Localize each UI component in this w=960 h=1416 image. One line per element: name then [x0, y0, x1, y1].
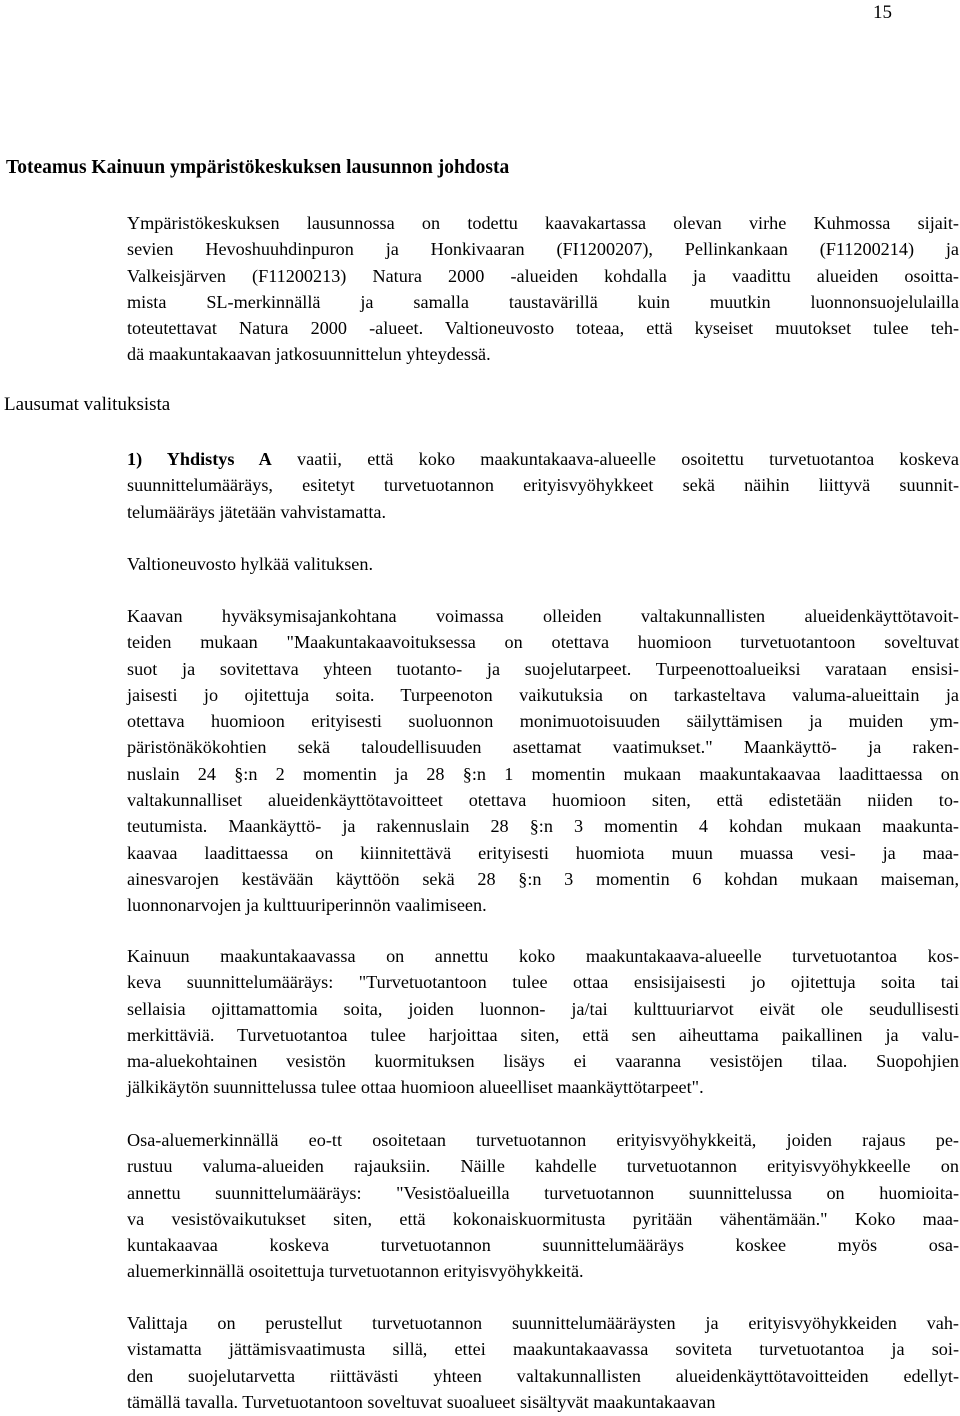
text-line: Valkeisjärven (F11200213) Natura 2000 -alueiden kohdalla ja vaadittu alueiden osoitta-: [127, 265, 959, 286]
text-line: telumääräys jätetään vahvistamatta.: [127, 501, 387, 522]
text-line: valtakunnalliset alueidenkäyttötavoitteet otettava huomioon siten, että edistetään niiden to-: [127, 790, 959, 811]
paragraph-2: [127, 446, 959, 525]
text-line: otettava huomioon erityisesti suoluonnon monimuotoisuuden säilyttämisen ja muiden ym-: [127, 711, 959, 732]
text-line: [127, 446, 959, 472]
text-line: va vesistövaikutukset siten, että kokonaiskuormitusta pyritään vähentämään." Koko maa-: [127, 1208, 959, 1229]
text-line: Valtioneuvosto hylkää valituksen.: [127, 554, 373, 574]
paragraph-7: [127, 1310, 959, 1415]
text-line: jaisesti jo ojitettuja soita. Turpeenoton vaikutuksia on tarkasteltava valuma-alueittain ja: [127, 684, 959, 705]
text-line: teiden mukaan "Maakuntakaavoituksessa on otettava huomioon turvetuotantoon soveltuvat: [127, 632, 959, 653]
text-line: den suojelutarvetta riittävästi yhteen valtakunnallisten alueidenkäyttötavoitteiden edellyt-: [127, 1365, 959, 1386]
bold-prefix: 1) Yhdistys A: [127, 449, 272, 469]
text-line: teutumista. Maankäyttö- ja rakennuslain 28 §:n 3 momentin 4 kohdan mukaan maakunta-: [127, 816, 959, 837]
side-label: Lausumat valituksista: [4, 394, 171, 415]
text-line: päristönäkökohtien sekä taloudellisuuden asettamat vaatimukset." Maankäyttö- ja raken-: [127, 737, 959, 758]
paragraph-6: [127, 1127, 959, 1285]
text-line: rustuu valuma-alueiden rajauksiin. Näille kahdelle turvetuotannon erityisvyöhykkeelle on: [127, 1156, 959, 1177]
text-line: sevien Hevoshuuhdinpuron ja Honkivaaran (FI1200207), Pellinkankaan (F11200214) ja: [127, 239, 959, 260]
text-line: vistamatta jättämisvaatimusta sillä, ettei maakuntakaavassa soviteta turvetuotantoa ja soi-: [127, 1339, 959, 1360]
text-line: Osa-aluemerkinnällä eo-tt osoitetaan turvetuotannon erityisvyöhykkeitä, joiden rajaus pe-: [127, 1130, 959, 1150]
text-line: merkittäviä. Turvetuotantoa tulee harjoittaa siten, että sen aiheuttama paikallinen ja valu-: [127, 1024, 959, 1045]
text-line: dä maakuntakaavan jatkosuunnittelun yhteydessä.: [127, 344, 491, 365]
text-line: keva suunnittelumääräys: "Turvetuotantoon tulee ottaa ensisijaisesti jo ojitettuja soita tai: [127, 972, 959, 993]
text-line: Ympäristökeskuksen lausunnossa on todettu kaavakartassa olevan virhe Kuhmossa sijait-: [127, 213, 959, 233]
text-line: kaavaa laadittaessa on kiinnitettävä erityisesti huomiota muun muassa vesi- ja maa-: [127, 842, 959, 863]
paragraph-5: [127, 943, 959, 1101]
text-line: sellaisia ojittamattomia soita, joiden luonnon- ja/tai kulttuuriarvot eivät ole seudullisesti: [127, 998, 959, 1019]
text-fragment: vaatii, että koko maakuntakaava-alueelle osoitettu turvetuotantoa koskeva: [271, 449, 959, 469]
text-line: Valittaja on perustellut turvetuotannon suunnittelumääräysten ja erityisvyöhykkeiden vah-: [127, 1313, 959, 1333]
paragraph-4: [127, 603, 959, 919]
text-line: Kaavan hyväksymisajankohtana voimassa olleiden valtakunnallisten alueidenkäyttötavoit-: [127, 606, 959, 626]
page-number: 15: [873, 2, 892, 23]
section-heading: Toteamus Kainuun ympäristökeskuksen lausunnon johdosta: [6, 157, 510, 178]
text-line: annettu suunnittelumääräys: "Vesistöalueilla turvetuotannon suunnittelussa on huomioita-: [127, 1182, 959, 1203]
text-line: tämällä tavalla. Turvetuotantoon soveltuvat suoalueet sisältyvät maakuntakaavan: [127, 1391, 716, 1412]
text-line: toteutettavat Natura 2000 -alueet. Valtioneuvosto toteaa, että kyseiset muutokset tulee teh-: [127, 318, 959, 339]
text-line: nuslain 24 §:n 2 momentin ja 28 §:n 1 momentin mukaan maakuntakaavaa laadittaessa on: [127, 763, 959, 784]
text-line: aluemerkinnällä osoitettuja turvetuotannon erityisvyöhykkeitä.: [127, 1261, 584, 1282]
text-line: luonnonarvojen ja kulttuuriperinnön vaalimiseen.: [127, 895, 487, 916]
text-line: ainesvarojen kestävään käyttöön sekä 28 §:n 3 momentin 6 kohdan mukaan maiseman,: [127, 868, 959, 889]
paragraph-3: [127, 551, 959, 577]
text-line: mista SL-merkinnällä ja samalla taustavärillä kuin muutkin luonnonsuojelulailla: [127, 291, 959, 312]
text-line: Kainuun maakuntakaavassa on annettu koko maakuntakaava-alueelle turvetuotantoa kos-: [127, 946, 959, 966]
text-line: jälkikäytön suunnittelussa tulee ottaa huomioon alueelliset maankäyttötarpeet".: [127, 1077, 704, 1098]
paragraph-1: [127, 210, 959, 368]
text-line: ma-aluekohtainen vesistön kuormituksen lisäys ei vaaranna vesistöjen tilaa. Suopohjien: [127, 1051, 959, 1072]
text-line: suunnittelumääräys, esitetyt turvetuotannon erityisvyöhykkeet sekä näihin liittyvä suunnit-: [127, 475, 959, 496]
text-line: suot ja sovitettava yhteen tuotanto- ja suojelutarpeet. Turpeenottoalueiksi varataan ensisi-: [127, 658, 959, 679]
text-line: kuntakaavaa koskeva turvetuotannon suunnittelumääräys koskee myös osa-: [127, 1235, 959, 1256]
